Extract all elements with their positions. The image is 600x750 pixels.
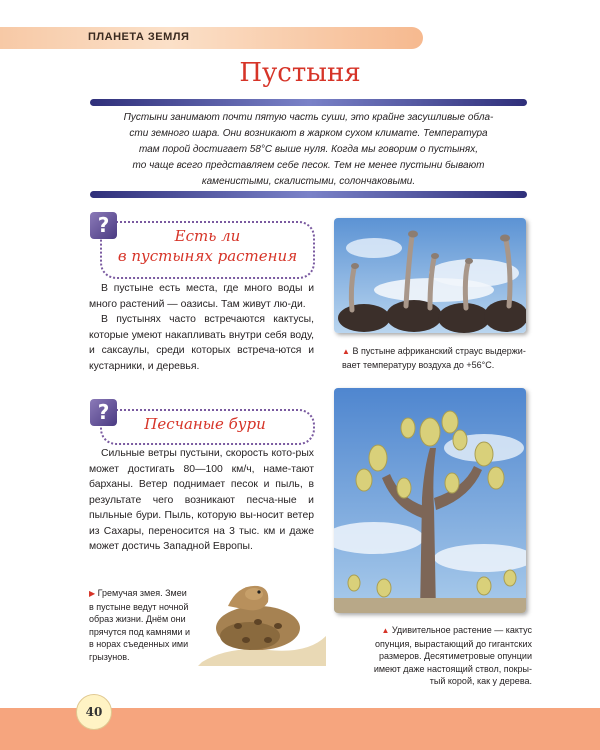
cactus-caption-line: Удивительное растение — кактус (391, 625, 532, 635)
question-mark-icon: ? (90, 399, 117, 426)
cactus-photo (334, 388, 526, 613)
question-mark-icon: ? (90, 212, 117, 239)
section1-heading-line2: в пустынях растения (117, 247, 298, 265)
intro-bottom-bar (90, 191, 527, 198)
snake-caption-line: в пустыне ведут ночной (89, 601, 189, 612)
page-title: Пустыня (239, 58, 361, 88)
snake-illustration (198, 566, 328, 666)
cactus-caption-line: тый корой, как у дерева. (429, 676, 532, 686)
ostrich-caption-line1: В пустыне африканский страус выдержи- (352, 346, 526, 356)
section1-body (89, 281, 314, 374)
snake-caption-line: грызунов. (89, 651, 130, 662)
snake-caption-line: прячутся под камнями и (89, 626, 191, 637)
ostrich-caption-line2: вает температуру воздуха до +56°С. (342, 359, 495, 370)
section-header-bar (0, 27, 423, 49)
section-header-label: ПЛАНЕТА ЗЕМЛЯ (88, 31, 190, 43)
intro-text (90, 110, 527, 190)
intro-top-bar (90, 99, 527, 106)
intro-line: то чаще всего представляем себе песок. Тем не менее пустыни бывают (132, 160, 485, 171)
snake-caption (89, 587, 199, 663)
intro-line: сти земного шара. Они возникают в жарком сухом климате. Температура (129, 128, 488, 139)
ostrich-illustration (334, 218, 526, 333)
section2-heading: Песчаные бури (144, 415, 266, 433)
intro-line: там порой достигает 58°С выше нуля. Когда мы говорим о пустынях, (138, 144, 479, 155)
snake-caption-line: в норах съеденных ими (89, 639, 189, 649)
caption-marker-icon: ▶ (89, 589, 96, 598)
section1-heading-line1: Есть ли (174, 227, 241, 245)
ostrich-photo (334, 218, 526, 333)
cactus-caption-line: имеют даже настоящий ствол, покры- (373, 663, 532, 674)
intro-line: каменистыми, скалистыми, солончаковыми. (201, 176, 416, 187)
paragraph: В пустыне есть места, где много воды и много растений — оазисы. Там живут лю-ди. (89, 283, 314, 310)
section1-heading (100, 226, 315, 266)
caption-marker-icon: ▲ (381, 626, 390, 635)
section2-body (89, 446, 314, 555)
rattlesnake-drawing (198, 566, 328, 666)
snake-caption-line: Гремучая змея. Змеи (97, 588, 187, 598)
intro-block (90, 99, 527, 198)
ostrich-caption (342, 345, 532, 371)
cactus-caption-line: опунция, вырастающий до гигантских (374, 638, 532, 649)
caption-marker-icon: ▲ (342, 347, 350, 356)
page-number: 40 (76, 694, 112, 730)
snake-caption-line: образ жизни. Днём они (89, 614, 186, 624)
paragraph: Сильные ветры пустыни, скорость кото-рых может достигать 80—100 км/ч, намe-тают барханы. Ветер поднимает песок и пыль, в результате чего возникают песча-ные и пыльные бури. Пыль, которую вы-носит ветер из Сахары, переносится на 3 тыс. км и даже может достичь Западной Европы. (89, 448, 314, 552)
cactus-illustration (334, 388, 526, 613)
cactus-caption-line: размеров. Десятиметровые опунции (379, 651, 532, 661)
cactus-caption (342, 624, 532, 688)
paragraph: В пустынях часто встречаются кактусы, которые умеют накапливать внутри себя воду, и саксаулы, среди которых встреча-ются и кустарники, и деревья. (89, 314, 314, 372)
intro-line: Пустыни занимают почти пятую часть суши, это крайне засушливые обла- (123, 112, 494, 123)
